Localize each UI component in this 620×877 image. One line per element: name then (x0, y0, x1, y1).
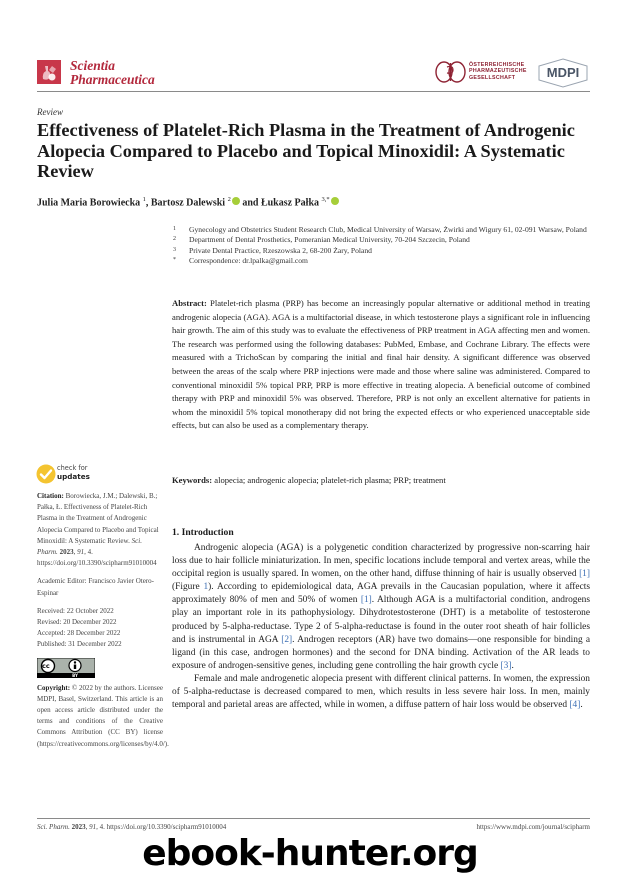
society-name (469, 62, 527, 81)
revised-date: Revised: 20 December 2022 (37, 618, 117, 627)
academic-editor: Academic Editor: Francisco Javier Otero-Espinar (37, 577, 155, 597)
keywords (172, 475, 590, 485)
footer-year: 2023 (71, 823, 86, 831)
keywords-text: alopecia; androgenic alopecia; platelet-rich plasma; PRP; treatment (214, 475, 446, 485)
affiliation-number: 1 (173, 226, 176, 232)
article-info-sidebar (37, 491, 169, 750)
abstract (172, 297, 590, 433)
author-affiliation-marker: 1 (142, 196, 146, 203)
author-affiliation-marker: 2 (227, 196, 231, 203)
article-title: Effectiveness of Platelet-Rich Plasma in the Treatment of Androgenic Alopecia Compared to Placebo and Topical Minoxidil: A Systematic Review (37, 120, 575, 181)
orcid-icon[interactable] (331, 197, 339, 205)
reference-link[interactable]: 1 (203, 582, 209, 593)
check-for-updates-line1: check for (57, 464, 88, 472)
author-affiliation-marker: 3,* (321, 196, 330, 203)
journal-name-line1: Scientia (70, 58, 116, 73)
copyright-text: © 2022 by the authors. Licensee MDPI, Basel, Switzerland. This article is an open access article distributed under the terms and conditions of the Creative Commons Attribution (CC BY) license (https://creativecommons.org/licenses/by/4.0/). (37, 683, 169, 748)
author-separator: , (145, 197, 151, 209)
affiliation-text: Department of Dental Prosthetics, Pomeranian Medical University, 70-204 Szczecin, Poland (189, 235, 470, 245)
paragraph-text: . (580, 700, 583, 711)
paragraph-text: . Although AGA is a multifactorial condition, androgens play an important role in its pathophysiology. Dihydrotestosterone (DHT) is a metabolite of testosterone produced by 5-alpha-reductase. Type 2 of 5-alpha-reductase is found in the outer root sheath of hair follicles and is instrumental in AGA (172, 595, 590, 645)
keywords-label: Keywords: (172, 475, 213, 485)
author-name[interactable]: Julia Maria Borowiecka (37, 197, 141, 209)
copyright (37, 683, 169, 750)
citation-doi-link[interactable]: , 4. https://doi.org/10.3390/scipharm91010004 (37, 548, 157, 568)
paragraph-text: Female and male androgenetic alopecia present with different clinical patterns. In women, the expression of 5-alpha-reductase is decreased compared to men, which results in less severe hair loss. In men, mainly temporal and parietal areas are affected, while in women, a diffuse pattern of hair loss would be observed (172, 673, 590, 711)
affiliation-item (173, 225, 593, 235)
abstract-text: Platelet-rich plasma (PRP) has become an increasingly popular alternative or additional method in treating androgenic alopecia (AGA). AGA is a multifactorial disease, in which testosterone plays a significant role in influencing hair growth. The aim of this study was to evaluate the effectiveness of PRP treatment in AGA affecting men and women. The research was performed using the following databases: PubMed, Embase, and Cochrane Library. The effects were measured with a TrichoScan by comparing the initial and final hair density. A significant difference was observed between the areas of the scalp where PRP injections were made and those where saline was administered. Compared to conventional minoxidil 5% topical PRP, PRP is more effective in treating alopecia. A beneficial outcome of combined therapy with PRP and minoxidil 5% was observed. Therefore, PRP is not only an excellent alternative for patients in whom the minoxidil 5% topical monotherapy did not bring the expected effects or who experienced unacceptable side effects, but can also be used as a complementary therapy. (172, 298, 590, 431)
article-type: Review (37, 107, 63, 117)
footer-doi-link[interactable]: , 4. https://doi.org/10.3390/scipharm91010004 (96, 823, 227, 831)
check-for-updates-icon[interactable] (36, 464, 56, 484)
footer-journal-link[interactable]: https://www.mdpi.com/journal/scipharm (476, 823, 590, 831)
paragraph-text: Androgenic alopecia (AGA) is a polygenetic condition characterized by progressive non-scarring hair loss due to hair follicle miniaturization. In men, specific locations include temporal and vertex areas, while the occipital region is usually spared. In women, on the other hand, diffuse thinning of hair is usually observed (172, 543, 590, 580)
footer-journal: Sci. Pharm. (37, 823, 70, 831)
paragraph-text: . Androgen receptors (AR) have two domains—one responsible for binding a ligand (in this case, androgen hormones) and the second for DNA binding. Activation of the AR leads to exposure of androgen-sensitive genes, including gene controlling the hair growth cycle (172, 634, 590, 671)
citation-volume: 91 (77, 548, 85, 557)
footer-divider (37, 818, 590, 819)
reference-link[interactable]: [1] (360, 595, 372, 606)
affiliation-number: * (173, 257, 176, 264)
phg-society-logo-icon (434, 60, 468, 84)
correspondence-text[interactable]: Correspondence: dr.lpalka@gmail.com (189, 256, 308, 266)
author-separator: and (239, 197, 261, 209)
society-line-3: GESELLSCHAFT (469, 74, 516, 81)
abstract-label: Abstract: (172, 298, 207, 308)
paragraph (172, 542, 590, 673)
footer-volume: 91 (89, 823, 97, 831)
cc-by-label: BY (72, 672, 78, 678)
mdpi-logo (536, 58, 590, 88)
paragraph-text: ). According to epidemiological data, AGA prevails in the Caucasian population, where it affects approximately 80% of men and 50% of women (172, 582, 590, 606)
copyright-label: Copyright: (37, 683, 71, 692)
journal-name-line2: Pharmaceutica (70, 72, 155, 87)
correspondence (173, 256, 593, 266)
citation-journal: Sci. Pharm. (37, 536, 142, 557)
society-line-2: PHARMAZEUTISCHE (469, 68, 527, 75)
author-name[interactable]: Łukasz Pałka (260, 197, 320, 209)
section-heading-introduction: 1. Introduction (172, 527, 234, 538)
affiliation-number: 2 (173, 236, 176, 243)
society-line-1: ÖSTERREICHISCHE (469, 62, 525, 68)
affiliation-item (173, 235, 593, 245)
paragraph-text: (Figure (172, 582, 204, 593)
reference-link[interactable]: [4] (569, 700, 581, 711)
reference-link[interactable]: [1] (579, 569, 590, 580)
received-date: Received: 22 October 2022 (37, 606, 114, 615)
affiliation-item (173, 246, 593, 256)
watermark: ebook-hunter.org (142, 833, 478, 874)
check-for-updates-line2: updates (57, 471, 90, 481)
citation-text: Borowiecka, J.M.; Dalewski, B.; Pałka, Ł. Effectiveness of Platelet-Rich Plasma in the Treatment of Androgenic Alopecia Compared to Placebo and Topical Minoxidil: A Systematic Review. (37, 492, 159, 545)
journal-name (70, 59, 155, 87)
citation-year: 2023 (59, 548, 74, 557)
introduction-body (172, 542, 590, 712)
mdpi-text: MDPI (546, 65, 580, 80)
citation: Citation: Borowiecka, J.M.; Dalewski, B.; Pałka, Ł. Effectiveness of Platelet-Rich Plasma in the Treatment of Androgenic Alopecia Compared to Placebo and Topical Minoxidil: A Systematic Review. Sci. Pharm. 2023, 91, 4. https://doi.org/10.3390/scipharm91010004 (37, 492, 159, 568)
accepted-date: Accepted: 28 December 2022 (37, 629, 121, 638)
cc-label: cc (42, 661, 50, 670)
paragraph-text: . (511, 660, 514, 671)
footer-citation: Sci. Pharm. 2023, 91, 4. https://doi.org/10.3390/scipharm91010004 (37, 823, 227, 831)
paragraph (172, 673, 590, 712)
journal-logo-icon (37, 60, 61, 84)
header-divider (37, 91, 590, 92)
affiliation-number: 3 (173, 246, 176, 253)
reference-link[interactable]: [3] (500, 660, 512, 671)
published-date: Published: 31 December 2022 (37, 640, 122, 649)
affiliation-text: Private Dental Practice, Rzeszowska 2, 68-200 Żary, Poland (189, 245, 372, 255)
affiliation-text: Gynecology and Obstetrics Student Research Club, Medical University of Warsaw, Żwirki and Wigury 61, 02-091 Warsaw, Poland (189, 225, 587, 234)
author-name[interactable]: Bartosz Dalewski (150, 197, 226, 209)
author-list (37, 196, 339, 208)
affiliations (173, 225, 593, 267)
citation-label: Citation: (37, 492, 64, 500)
dates (37, 606, 163, 651)
cc-by-badge[interactable] (37, 658, 95, 678)
orcid-icon[interactable] (232, 197, 240, 205)
reference-link[interactable]: [2] (281, 634, 293, 645)
check-for-updates-label[interactable] (57, 465, 90, 481)
